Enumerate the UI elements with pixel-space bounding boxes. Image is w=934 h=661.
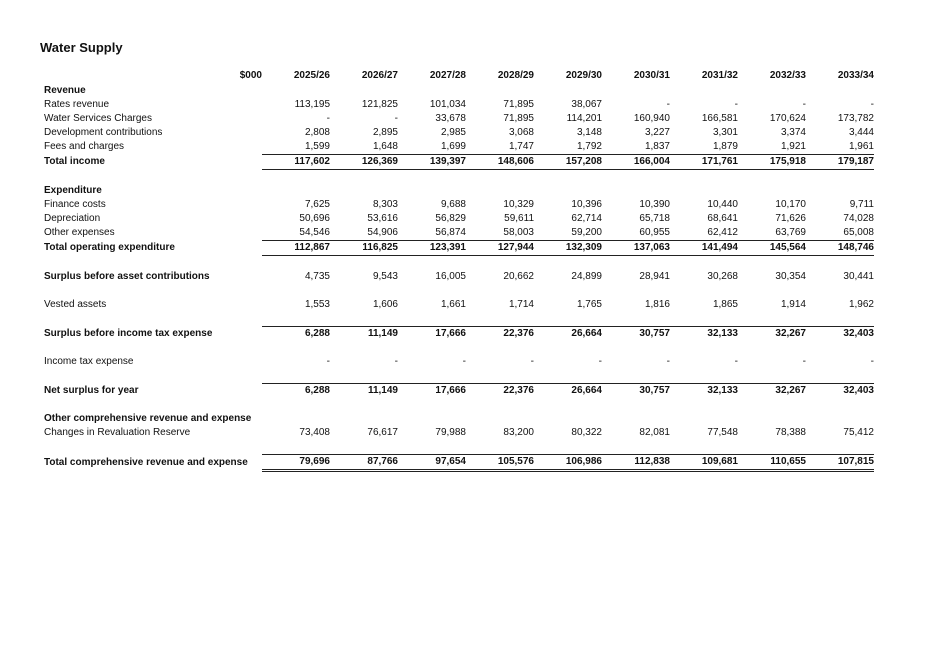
value-cell: 28,941 [639,271,670,282]
value-cell: 30,757 [602,327,670,342]
value-cell: 87,766 [330,455,398,471]
value-cell: 79,988 [435,427,466,438]
value-cell: 17,666 [398,327,466,342]
value-cell: 3,374 [780,127,806,138]
surplus-before-asset-row [44,270,874,284]
value-cell [602,84,670,98]
year-header: 2033/34 [837,70,874,81]
value-cell: 2,808 [304,127,330,138]
value-cell: 58,003 [503,227,534,238]
value-cell: 59,200 [571,227,602,238]
value-cell [670,184,738,198]
year-header: 2032/33 [769,70,806,81]
value-cell: - [530,356,534,367]
value-cell: 105,576 [466,455,534,471]
header-row [44,68,874,84]
value-cell [330,184,398,198]
value-cell: 1,747 [508,141,534,152]
value-cell: 10,390 [639,199,670,210]
year-header: 2030/31 [633,70,670,81]
value-cell: 33,678 [435,113,466,124]
spacer-row [44,312,874,327]
value-cell: 62,714 [571,213,602,224]
row-label: Changes in Revaluation Reserve [44,427,191,438]
value-cell [602,184,670,198]
value-cell: 126,369 [330,155,398,170]
total-comprehensive-row [44,455,874,471]
value-cell [262,184,330,198]
value-cell: 79,696 [262,455,330,471]
value-cell: 148,606 [466,155,534,170]
value-cell: 53,616 [367,213,398,224]
value-cell: 16,005 [435,271,466,282]
value-cell: 59,611 [504,213,534,224]
value-cell: - [326,356,330,367]
surplus-before-tax-row [44,327,874,342]
value-cell [466,412,534,426]
value-cell: 2,985 [440,127,466,138]
value-cell: 68,641 [707,213,738,224]
value-cell: 132,309 [534,241,602,256]
value-cell: 32,267 [738,384,806,399]
value-cell [670,84,738,98]
expenditure-row [44,212,874,226]
value-cell [398,184,466,198]
value-cell: - [462,356,466,367]
value-cell: 62,412 [707,227,738,238]
value-cell: 10,440 [707,199,738,210]
value-cell: 127,944 [466,241,534,256]
value-cell: 166,004 [602,155,670,170]
spacer-row [44,256,874,271]
value-cell: 76,617 [367,427,398,438]
value-cell: 110,655 [738,455,806,471]
row-label: Total operating expenditure [44,242,175,253]
value-cell: 71,626 [775,213,806,224]
value-cell: 54,906 [367,227,398,238]
value-cell: 17,666 [398,384,466,399]
total-income-row [44,155,874,170]
row-label: Development contributions [44,127,163,138]
value-cell: 26,664 [534,327,602,342]
value-cell: 30,441 [843,271,874,282]
value-cell: 20,662 [503,271,534,282]
value-cell: 56,874 [435,227,466,238]
row-label: Surplus before asset contributions [44,271,210,282]
value-cell [466,184,534,198]
statement-body [44,84,874,471]
value-cell [534,84,602,98]
value-cell: 101,034 [429,99,466,110]
revenue-row [44,126,874,140]
value-cell: - [734,356,738,367]
year-header: 2025/26 [293,70,330,81]
value-cell: 77,548 [707,427,738,438]
value-cell: 22,376 [466,384,534,399]
row-label: Income tax expense [44,356,134,367]
value-cell: 1,837 [644,141,670,152]
value-cell: 117,602 [262,155,330,170]
value-cell: 10,170 [775,199,806,210]
value-cell: 26,664 [534,384,602,399]
value-cell: 24,899 [571,271,602,282]
value-cell: 9,711 [849,199,874,210]
financial-statement-table [44,68,874,472]
value-cell: 123,391 [398,241,466,256]
value-cell: 32,133 [670,384,738,399]
value-cell: 1,879 [712,141,738,152]
value-cell: 9,688 [440,199,466,210]
value-cell: 30,757 [602,384,670,399]
value-cell: 3,444 [848,127,874,138]
value-cell: 60,955 [639,227,670,238]
section-heading-expenditure [44,184,874,198]
value-cell: 7,625 [304,199,330,210]
value-cell: - [598,356,602,367]
value-cell: 1,865 [712,299,738,310]
value-cell: 145,564 [738,241,806,256]
spacer-row [44,369,874,384]
row-label: Revenue [44,85,86,96]
value-cell: 3,227 [644,127,670,138]
spacer-row [44,284,874,298]
value-cell: 75,412 [843,427,874,438]
value-cell: 1,553 [304,299,330,310]
income-tax-row [44,355,874,369]
spacer-row [44,440,874,455]
value-cell: 1,699 [440,141,466,152]
value-cell: 139,397 [398,155,466,170]
value-cell: 32,403 [806,384,874,399]
value-cell [738,184,806,198]
value-cell: 9,543 [372,271,398,282]
row-label: Depreciation [44,213,101,224]
value-cell: - [870,99,874,110]
value-cell: 56,829 [435,213,466,224]
page-title: Water Supply [40,40,123,55]
value-cell: 3,068 [508,127,534,138]
value-cell: 3,301 [712,127,738,138]
value-cell: - [802,99,806,110]
value-cell: 11,149 [330,384,398,399]
value-cell: 1,962 [848,299,874,310]
value-cell: 160,940 [633,113,670,124]
revenue-row [44,140,874,155]
value-cell: 22,376 [466,327,534,342]
value-cell [738,84,806,98]
value-cell: 1,661 [440,299,466,310]
year-header: 2027/28 [429,70,466,81]
value-cell: 113,195 [294,99,330,110]
year-header: 2028/29 [497,70,534,81]
row-label: Surplus before income tax expense [44,327,213,339]
value-cell: 78,388 [775,427,806,438]
section-heading-other-comprehensive [44,412,874,426]
row-label: Water Services Charges [44,113,152,124]
value-cell [262,84,330,98]
value-cell: 97,654 [398,455,466,471]
value-cell: 6,288 [262,327,330,342]
value-cell: 148,746 [806,241,874,256]
spacer-row [44,398,874,412]
value-cell: 1,714 [508,299,534,310]
row-label: Vested assets [44,299,107,310]
year-header: 2031/32 [701,70,738,81]
value-cell: 11,149 [330,327,398,342]
value-cell: 121,825 [361,99,398,110]
row-label: Other comprehensive revenue and expense [44,413,252,424]
value-cell: - [802,356,806,367]
row-label: Expenditure [44,185,102,196]
value-cell: 73,408 [299,427,330,438]
value-cell: 1,961 [848,141,874,152]
value-cell [806,184,874,198]
value-cell: 137,063 [602,241,670,256]
value-cell: 63,769 [775,227,806,238]
value-cell [398,84,466,98]
value-cell: 71,895 [503,113,534,124]
value-cell: 54,546 [299,227,330,238]
vested-assets-row [44,298,874,312]
value-cell: - [394,113,398,124]
row-label: Total income [44,156,105,167]
value-cell [330,412,398,426]
value-cell: 170,624 [769,113,806,124]
value-cell [534,412,602,426]
value-cell: 1,606 [372,299,398,310]
row-label: Net surplus for year [44,384,139,396]
section-heading-revenue [44,84,874,98]
revenue-row [44,98,874,112]
value-cell: 106,986 [534,455,602,471]
value-cell: 71,895 [503,99,534,110]
value-cell: 112,838 [602,455,670,471]
revaluation-row [44,426,874,440]
value-cell: 109,681 [670,455,738,471]
expenditure-row [44,198,874,212]
value-cell [398,412,466,426]
value-cell: 38,067 [571,99,602,110]
value-cell: - [734,99,738,110]
value-cell: - [666,99,670,110]
year-header: 2029/30 [565,70,602,81]
value-cell: 107,815 [806,455,874,471]
value-cell: 173,782 [837,113,874,124]
value-cell [262,412,330,426]
value-cell: 32,403 [806,327,874,342]
revenue-row [44,112,874,126]
value-cell: 1,921 [780,141,806,152]
value-cell: 65,008 [843,227,874,238]
value-cell: 2,895 [372,127,398,138]
value-cell: 10,329 [503,199,534,210]
value-cell: - [870,356,874,367]
value-cell: 32,267 [738,327,806,342]
value-cell: 80,322 [571,427,602,438]
value-cell: 50,696 [299,213,330,224]
value-cell: - [394,356,398,367]
year-header: 2026/27 [361,70,398,81]
unit-label: $000 [239,70,262,81]
value-cell: 82,081 [639,427,670,438]
value-cell: 74,028 [843,213,874,224]
value-cell: 83,200 [503,427,534,438]
value-cell: 175,918 [738,155,806,170]
value-cell [670,412,738,426]
value-cell: 141,494 [670,241,738,256]
value-cell: 179,187 [806,155,874,170]
value-cell [806,412,874,426]
row-label: Finance costs [44,199,106,210]
value-cell: 171,761 [670,155,738,170]
value-cell: 6,288 [262,384,330,399]
total-expenditure-row [44,241,874,256]
value-cell: 4,735 [304,271,330,282]
value-cell: - [326,113,330,124]
value-cell [602,412,670,426]
value-cell: 65,718 [639,213,670,224]
expenditure-row [44,226,874,241]
row-label: Other expenses [44,227,115,239]
value-cell: 1,765 [576,299,602,310]
value-cell: 1,914 [780,299,806,310]
row-label: Total comprehensive revenue and expense [44,456,248,468]
value-cell [330,84,398,98]
value-cell: 114,201 [566,113,602,124]
value-cell [466,84,534,98]
value-cell: 30,354 [775,271,806,282]
value-cell: 116,825 [330,241,398,256]
value-cell: - [666,356,670,367]
value-cell: 8,303 [372,199,398,210]
value-cell: 166,581 [701,113,738,124]
spacer-row [44,341,874,355]
value-cell [738,412,806,426]
row-label: Fees and charges [44,141,125,153]
row-label: Rates revenue [44,99,110,110]
value-cell: 10,396 [571,199,602,210]
value-cell: 32,133 [670,327,738,342]
value-cell: 1,816 [644,299,670,310]
value-cell: 1,648 [372,141,398,152]
value-cell: 3,148 [576,127,602,138]
net-surplus-row [44,384,874,399]
value-cell: 30,268 [707,271,738,282]
value-cell: 1,792 [576,141,602,152]
value-cell [806,84,874,98]
spacer-row [44,170,874,185]
value-cell [534,184,602,198]
value-cell: 157,208 [534,155,602,170]
value-cell: 1,599 [304,141,330,152]
value-cell: 112,867 [262,241,330,256]
